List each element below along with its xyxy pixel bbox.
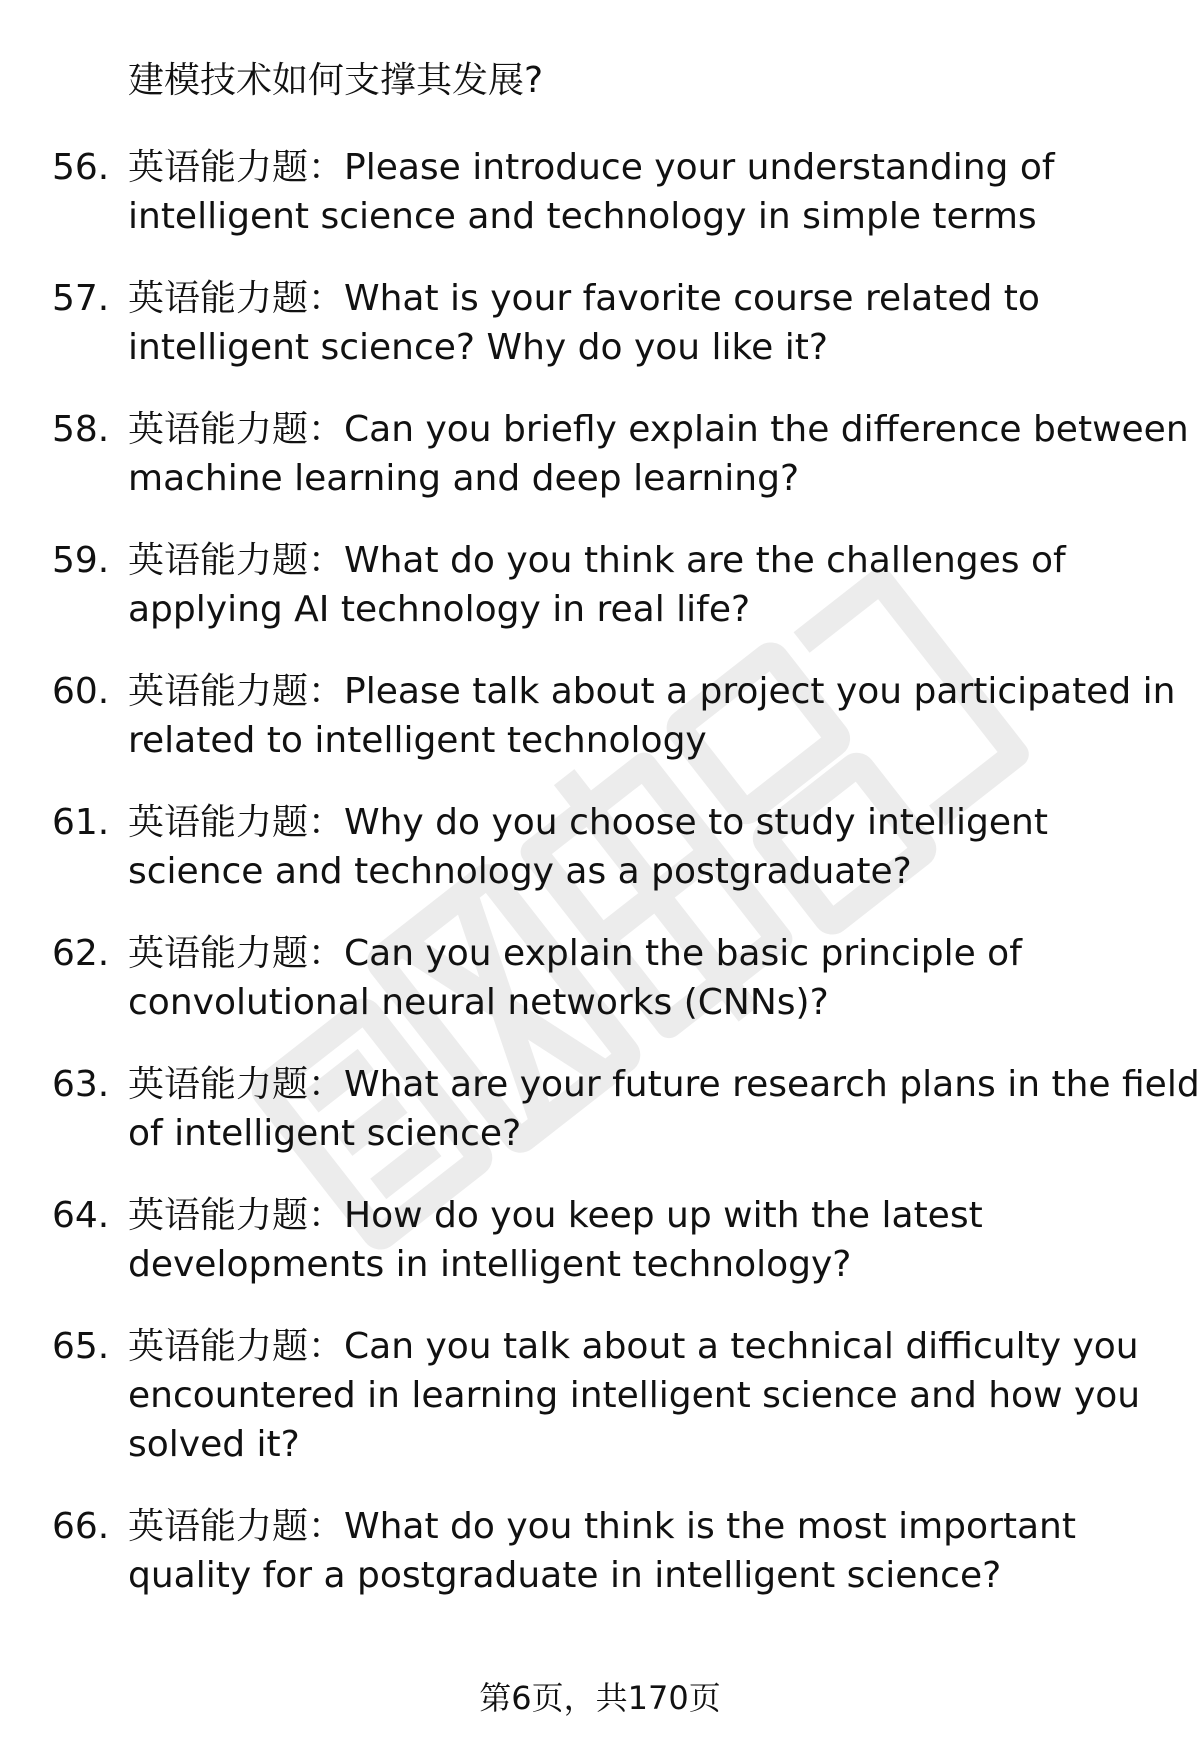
question-text-line: intelligent science and technology in simple terms (128, 196, 1037, 237)
question-text-line: 英语能力题：Can you briefly explain the difference between (128, 409, 1189, 450)
question-item (0, 798, 1168, 896)
question-number: 59. (52, 540, 110, 581)
question-item (0, 274, 1168, 372)
question-item (0, 929, 1168, 1027)
question-item (0, 1502, 1168, 1600)
question-text-line: 英语能力题：Why do you choose to study intelligent (128, 802, 1048, 843)
question-text-line: of intelligent science? (128, 1113, 522, 1154)
question-item (0, 1060, 1200, 1158)
question-text-line: 英语能力题：Please introduce your understanding of (128, 147, 1055, 188)
question-text-line: 英语能力题：What is your favorite course related to (128, 278, 1040, 319)
question-text-line: encountered in learning intelligent science and how you (128, 1375, 1141, 1416)
question-number: 60. (52, 671, 110, 712)
page-footer: 第6页，共170页 (479, 1679, 721, 1717)
question-item (0, 667, 1176, 765)
question-number: 66. (52, 1506, 110, 1547)
question-item (0, 405, 1189, 503)
question-text-line: 英语能力题：Please talk about a project you participated in (128, 671, 1176, 712)
question-number: 65. (52, 1326, 110, 1367)
question-text-line: quality for a postgraduate in intelligent science? (128, 1555, 1002, 1596)
question-number: 62. (52, 933, 110, 974)
question-item (0, 536, 1168, 634)
question-text-line: intelligent science? Why do you like it? (128, 327, 828, 368)
question-number: 56. (52, 147, 110, 188)
question-number: 61. (52, 802, 110, 843)
question-text-line: machine learning and deep learning? (128, 458, 800, 499)
question-text-line: developments in intelligent technology? (128, 1244, 852, 1285)
continuation-text: 建模技术如何支撑其发展? (128, 60, 544, 101)
question-number: 63. (52, 1064, 110, 1105)
question-list (0, 143, 1200, 1633)
question-text-line: solved it? (128, 1424, 300, 1465)
question-text-line: 英语能力题：Can you explain the basic principle of (128, 933, 1022, 974)
question-text-line: 英语能力题：Can you talk about a technical difficulty you (128, 1326, 1139, 1367)
question-text-line: 英语能力题：What are your future research plans in the field (128, 1064, 1200, 1105)
question-number: 57. (52, 278, 110, 319)
question-number: 58. (52, 409, 110, 450)
question-text-line: 英语能力题：What do you think is the most important (128, 1506, 1076, 1547)
question-text-line: applying AI technology in real life? (128, 589, 751, 630)
question-item (0, 1322, 1168, 1469)
question-text-line: related to intelligent technology (128, 720, 707, 761)
question-number: 64. (52, 1195, 110, 1236)
question-item (0, 1191, 1168, 1289)
question-text-line: convolutional neural networks (CNNs)? (128, 982, 829, 1023)
question-text-line: science and technology as a postgraduate? (128, 851, 912, 892)
question-text-line: 英语能力题：What do you think are the challenges of (128, 540, 1066, 581)
question-item (0, 143, 1168, 241)
question-text-line: 英语能力题：How do you keep up with the latest (128, 1195, 983, 1236)
